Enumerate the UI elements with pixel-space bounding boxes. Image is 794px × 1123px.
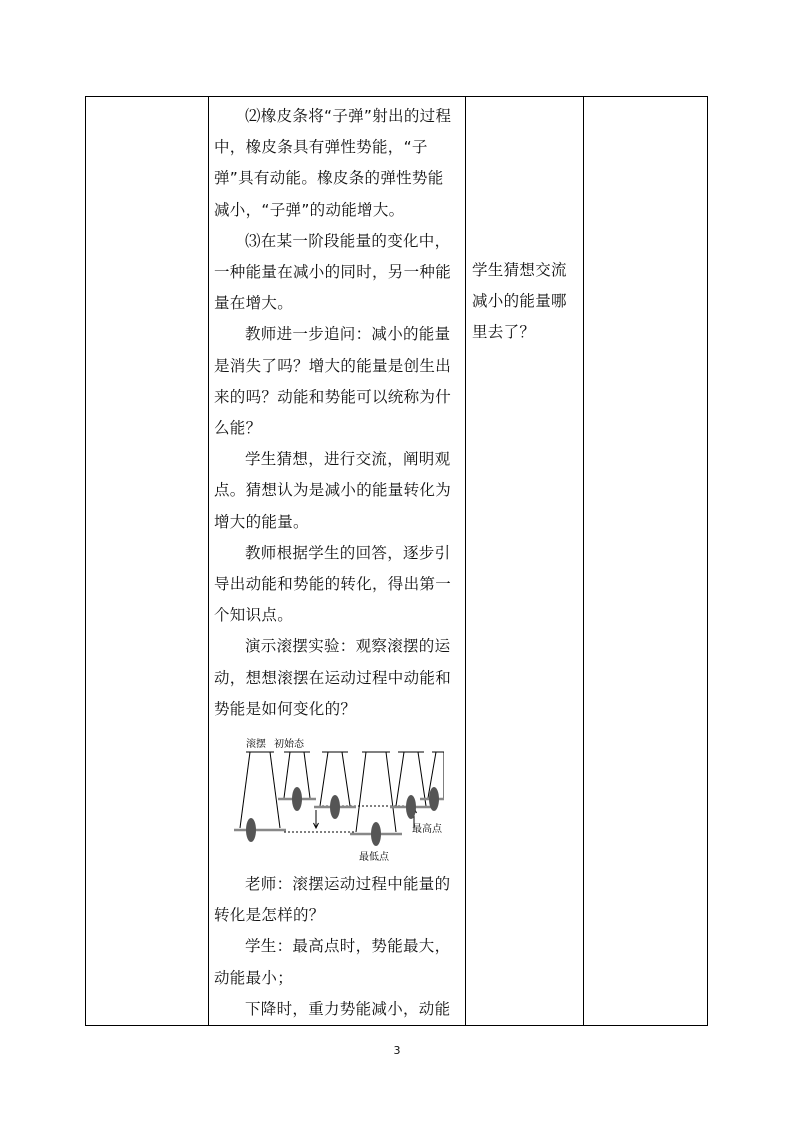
paragraph: ⑶在某一阶段能量的变化中，一种能量在减小的同时，另一种能量在增大。 [214, 231, 452, 313]
paragraph: 下降时，重力势能减小，动能 [245, 999, 451, 1018]
label-gunbai: 滚摆 [246, 739, 266, 751]
label-highest-point: 最高点 [412, 824, 442, 836]
paragraph: 老师：滚摆运动过程中能量的转化是怎样的？ [214, 875, 451, 925]
paragraph: 教师根据学生的回答，逐步引导出动能和势能的转化，得出第一个知识点。 [214, 543, 452, 625]
disc [330, 795, 340, 819]
paragraph: 学生猜想，进行交流，阐明观点。猜想认为是减小的能量转化为增大的能量。 [214, 450, 452, 531]
disc [406, 795, 416, 819]
disc [429, 787, 439, 811]
disc [292, 787, 302, 811]
lesson-table [85, 96, 708, 1026]
label-initial-state: 初始态 [274, 739, 304, 751]
column-divider [465, 97, 466, 1025]
paragraph: 演示滚摆实验：观察滚摆的运动，想想滚摆在运动过程中动能和势能是如何变化的？ [214, 637, 452, 718]
disc [246, 818, 256, 842]
page-number: 3 [393, 1044, 401, 1057]
student-note: 学生猜想交流减小的能量哪里去了？ [472, 261, 567, 342]
maxwell-pendulum-diagram [214, 735, 444, 865]
paragraph: 学生：最高点时，势能最大，动能最小； [214, 937, 451, 987]
column-divider [583, 97, 584, 1025]
paragraph: ⑵橡皮条将“子弹”射出的过程中，橡皮条具有弹性势能，“子弹”具有动能。橡皮条的弹性势能减小，“子弹”的动能增大。 [214, 107, 452, 219]
teacher-activity-cell [208, 97, 464, 1025]
label-lowest-point: 最低点 [359, 852, 389, 864]
disc [371, 822, 381, 846]
paragraph: 教师进一步追问：减小的能量是消失了吗？增大的能量是创生出来的吗？动能和势能可以统称为什么能？ [214, 325, 452, 438]
